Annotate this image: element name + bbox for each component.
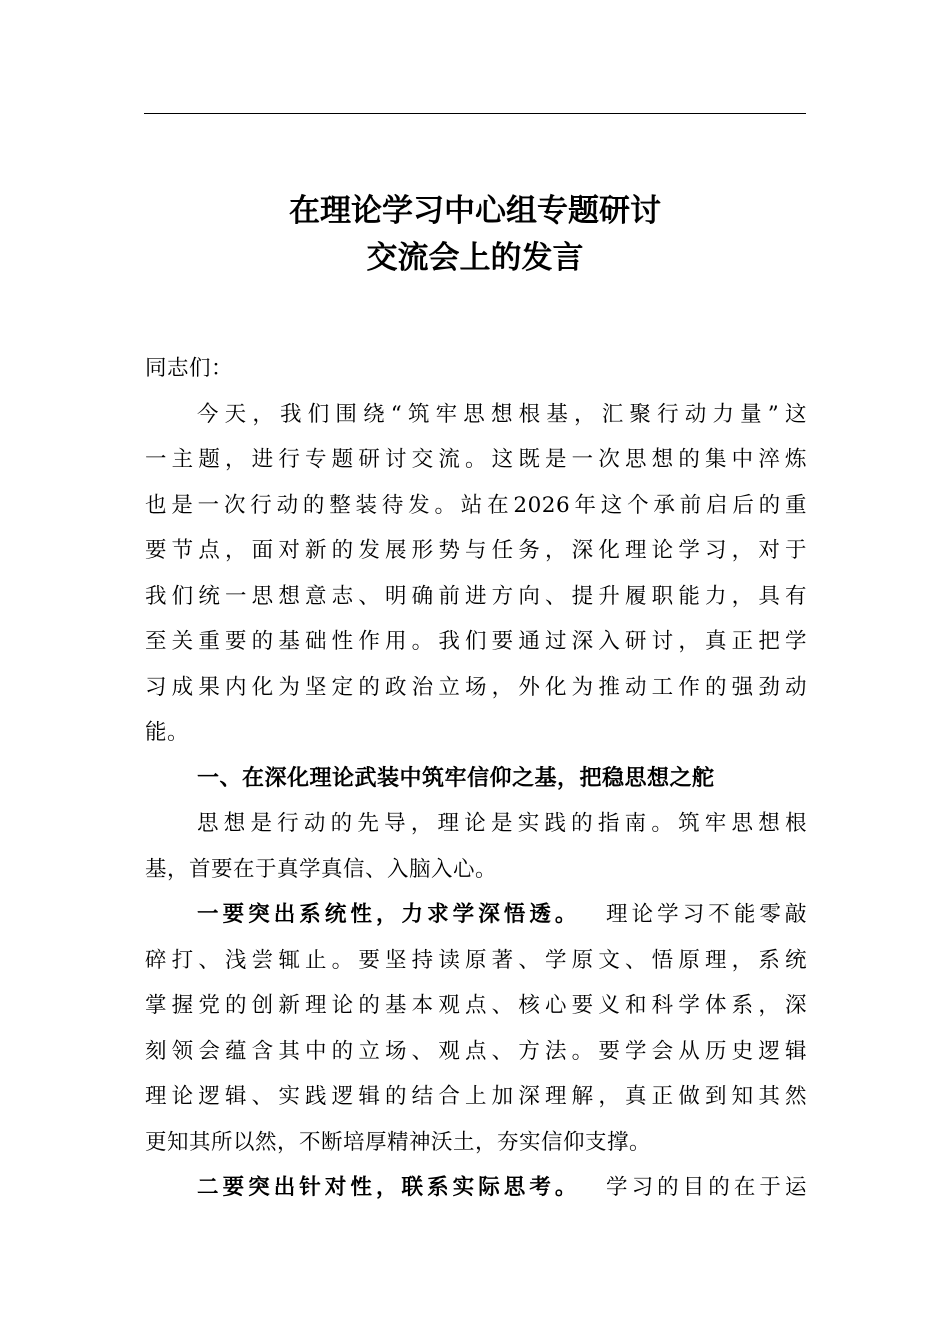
document-body xyxy=(145,346,807,1211)
point-1-lead: 一要突出系统性，力求学深悟透。 xyxy=(197,902,581,927)
body-line: 能。 xyxy=(145,720,190,745)
body-line: 刻领会蕴含其中的立场、观点、方法。要学会从历史逻辑 xyxy=(145,1038,807,1064)
body-line: 习成果内化为坚定的政治立场，外化为推动工作的强劲动 xyxy=(145,674,807,700)
body-line: 至关重要的基础性作用。我们要通过深入研讨，真正把学 xyxy=(145,629,807,654)
point-2-paragraph xyxy=(145,1165,807,1211)
intro-paragraph xyxy=(145,392,807,756)
point-1-first-rest: 理论学习不能零敲 xyxy=(602,902,807,927)
body-line: 思想是行动的先导，理论是实践的指南。筑牢思想根 xyxy=(197,811,807,836)
section-heading xyxy=(145,756,807,802)
document-title xyxy=(144,188,806,282)
body-line: 一主题，进行专题研讨交流。这既是一次思想的集中淬炼 xyxy=(145,447,807,472)
body-line: 要节点，面对新的发展形势与任务，深化理论学习，对于 xyxy=(145,538,807,563)
body-line: 更知其所以然，不断培厚精神沃土，夯实信仰支撑。 xyxy=(145,1129,652,1155)
body-line: 今天，我们围绕“筑牢思想根基，汇聚行动力量”这 xyxy=(197,401,807,427)
section-1-heading: 一、在深化理论武装中筑牢信仰之基，把稳思想之舵 xyxy=(197,765,715,791)
title-line-2: 交流会上的发言 xyxy=(366,240,584,276)
salutation-text: 同志们： xyxy=(145,356,234,381)
header-rule xyxy=(144,113,806,114)
section-1-paragraph xyxy=(145,801,807,892)
point-1-paragraph xyxy=(145,892,807,1165)
body-line: 我们统一思想意志、明确前进方向、提升履职能力，具有 xyxy=(145,583,807,609)
body-line: 掌握党的创新理论的基本观点、核心要义和科学体系，深 xyxy=(145,993,807,1018)
point-2-first-rest: 学习的目的在于运 xyxy=(602,1175,807,1200)
body-line: 基，首要在于真学真信、入脑入心。 xyxy=(145,856,498,882)
body-line: 碎打、浅尝辄止。要坚持读原著、学原文、悟原理，系统 xyxy=(145,947,807,973)
body-line: 也是一次行动的整装待发。站在2026年这个承前启后的重 xyxy=(145,492,807,518)
salutation xyxy=(145,346,807,392)
point-2-lead: 二要突出针对性，联系实际思考。 xyxy=(197,1175,581,1200)
title-line-1: 在理论学习中心组专题研讨 xyxy=(289,193,661,229)
body-line: 理论逻辑、实践逻辑的结合上加深理解，真正做到知其然 xyxy=(145,1084,807,1109)
body-line xyxy=(145,1165,807,1211)
body-line xyxy=(145,892,807,938)
